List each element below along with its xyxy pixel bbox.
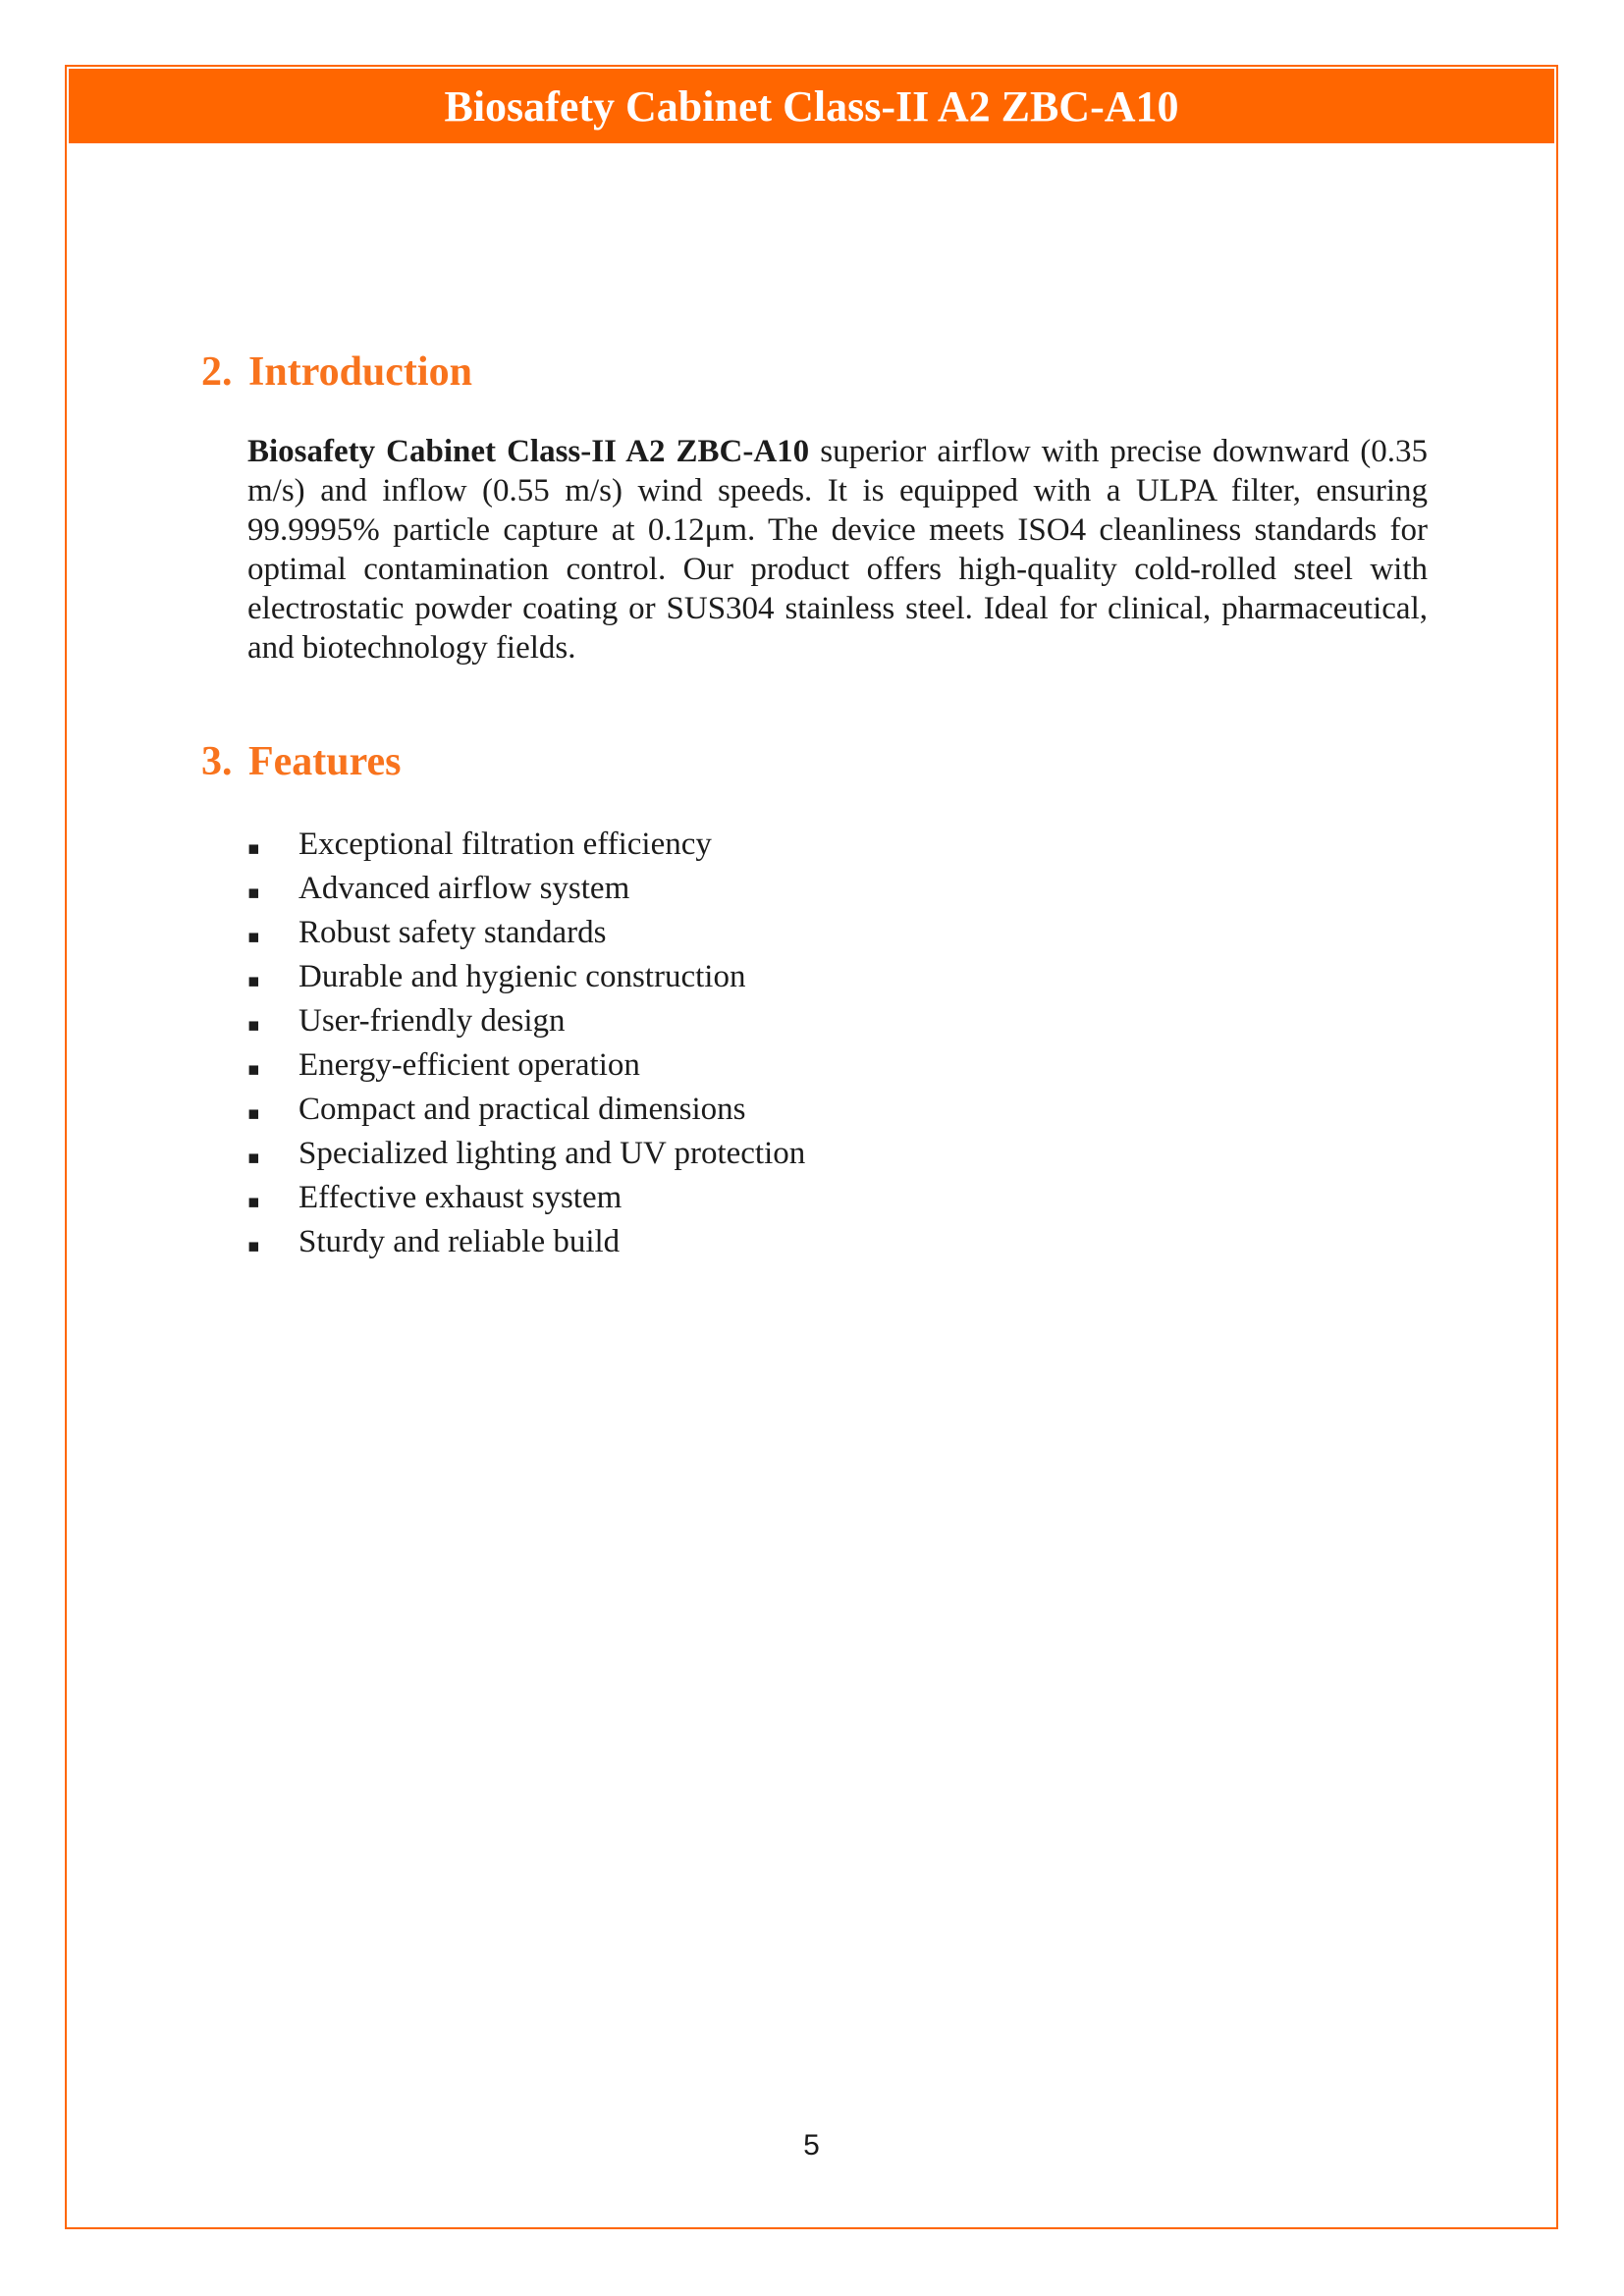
feature-item (247, 1222, 1428, 1266)
page-content (67, 347, 1556, 1266)
section-number: 2. (201, 349, 233, 395)
feature-item (247, 957, 1428, 1001)
section-title: Introduction (248, 349, 472, 395)
page-number: 5 (803, 2129, 820, 2162)
feature-item-label: Durable and hygienic construction (298, 959, 746, 994)
document-title: Biosafety Cabinet Class-II A2 ZBC-A10 (444, 81, 1179, 131)
feature-item (247, 1134, 1428, 1178)
feature-item (247, 1001, 1428, 1045)
introduction-text: superior airflow with precise downward (0.35 m/s) and inflow (0.55 m/s) wind speeds. It is equipped with a ULPA filter, ensuring 99.9995% particle capture at 0.12μm. The device meets ISO4 cleanliness standards for optimal contamination control. Our product offers high-quality cold-rolled steel with electrostatic powder coating or SUS304 stainless steel. Ideal for clinical, pharmaceutical, and biotechnology fields. (247, 434, 1428, 666)
feature-item-label: Robust safety standards (298, 915, 607, 950)
feature-item (247, 1090, 1428, 1134)
document-header-bar (69, 69, 1554, 143)
bullet-icon: ▪ (247, 1058, 260, 1080)
feature-item-label: Effective exhaust system (298, 1180, 623, 1215)
bullet-icon: ▪ (247, 1014, 260, 1036)
introduction-paragraph (247, 432, 1428, 667)
section-title: Features (248, 739, 402, 784)
feature-item-label: Sturdy and reliable build (298, 1224, 621, 1259)
feature-item-label: Exceptional filtration efficiency (298, 827, 712, 862)
bullet-icon: ▪ (247, 881, 260, 903)
section-heading-introduction (201, 347, 1428, 397)
bullet-icon: ▪ (247, 926, 260, 947)
feature-item (247, 913, 1428, 957)
bullet-icon: ▪ (247, 1235, 260, 1256)
feature-item-label: Compact and practical dimensions (298, 1092, 746, 1127)
feature-item (247, 869, 1428, 913)
bullet-icon: ▪ (247, 1147, 260, 1168)
feature-item-label: Specialized lighting and UV protection (298, 1136, 806, 1171)
product-name-bold: Biosafety Cabinet Class-II A2 ZBC-A10 (247, 434, 810, 469)
feature-item-label: Energy-efficient operation (298, 1047, 640, 1083)
section-number: 3. (201, 739, 233, 784)
feature-item (247, 1045, 1428, 1090)
feature-item (247, 825, 1428, 869)
feature-item (247, 1178, 1428, 1222)
bullet-icon: ▪ (247, 1191, 260, 1212)
page-frame (65, 65, 1558, 2229)
bullet-icon: ▪ (247, 970, 260, 991)
bullet-icon: ▪ (247, 1102, 260, 1124)
feature-item-label: User-friendly design (298, 1003, 566, 1039)
features-list (247, 825, 1428, 1266)
section-heading-features (201, 737, 1428, 786)
feature-item-label: Advanced airflow system (298, 871, 630, 906)
bullet-icon: ▪ (247, 837, 260, 859)
